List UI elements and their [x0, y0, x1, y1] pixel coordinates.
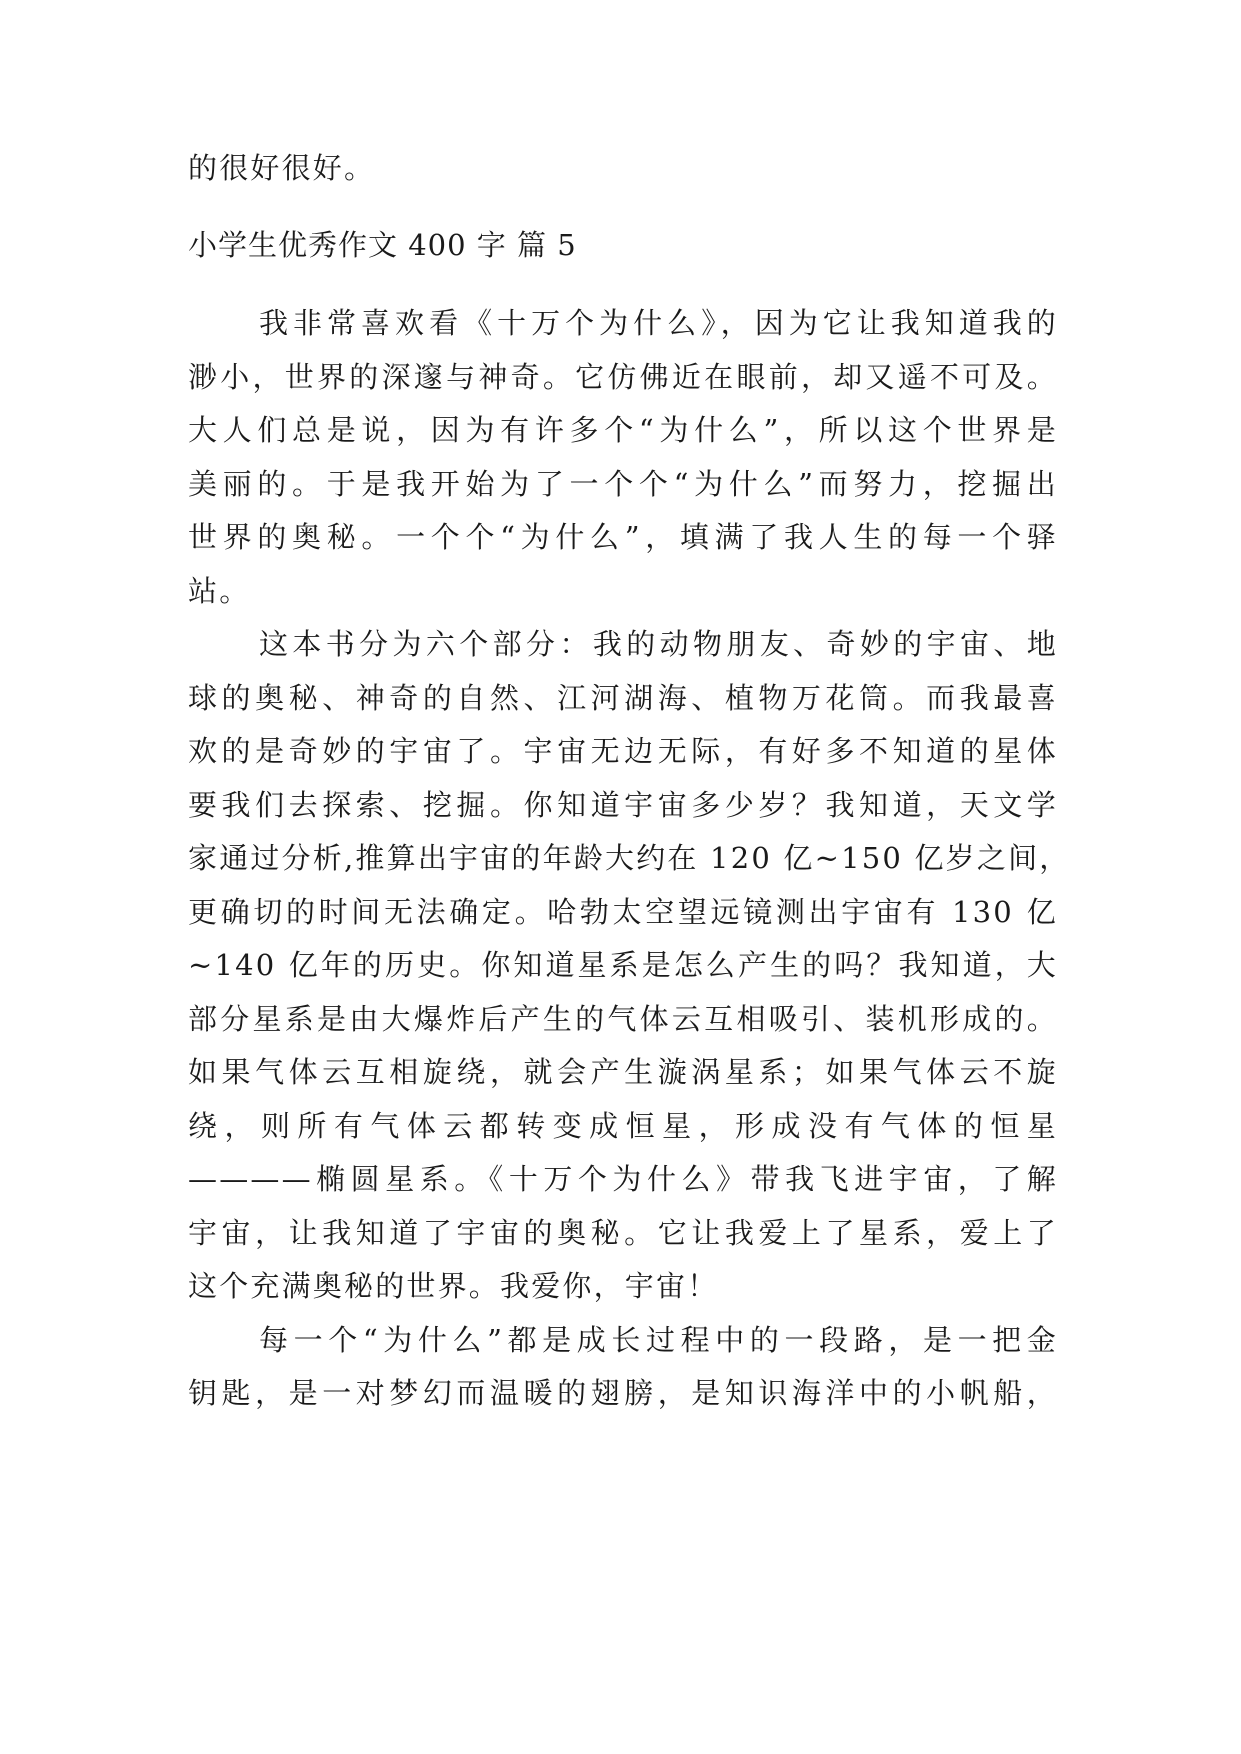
text-line: 世界的奥秘。一个个“为什么”，填满了我人生的每一个驿 [188, 520, 1058, 554]
text-line: 要我们去探索、挖掘。你知道宇宙多少岁？我知道，天文学 [188, 788, 1058, 822]
text-line: 大人们总是说，因为有许多个“为什么”，所以这个世界是 [188, 413, 1058, 447]
text-line: 我非常喜欢看《十万个为什么》，因为它让我知道我的 [259, 306, 1058, 340]
text-line: ————椭圆星系。《十万个为什么》带我飞进宇宙，了解 [188, 1162, 1058, 1196]
text-line: 美丽的。于是我开始为了一个个“为什么”而努力，挖掘出 [188, 467, 1058, 501]
text-line: 欢的是奇妙的宇宙了。宇宙无边无际，有好多不知道的星体 [188, 734, 1058, 768]
text-line: 宇宙，让我知道了宇宙的奥秘。它让我爱上了星系，爱上了 [188, 1216, 1058, 1250]
previous-paragraph-tail: 的很好很好。 [188, 151, 376, 185]
text-line: 渺小，世界的深邃与神奇。它仿佛近在眼前，却又遥不可及。 [188, 360, 1058, 394]
text-line: 这本书分为六个部分：我的动物朋友、奇妙的宇宙、地 [259, 627, 1058, 661]
text-line: 如果气体云互相旋绕，就会产生漩涡星系；如果气体云不旋 [188, 1055, 1058, 1089]
text-line: ~140 亿年的历史。你知道星系是怎么产生的吗？我知道，大 [188, 948, 1058, 982]
text-line: 钥匙，是一对梦幻而温暖的翅膀，是知识海洋中的小帆船， [188, 1376, 1058, 1410]
text-line: 更确切的时间无法确定。哈勃太空望远镜测出宇宙有 130 亿 [188, 895, 1058, 929]
document-page [188, 0, 1071, 1754]
text-line: 绕，则所有气体云都转变成恒星，形成没有气体的恒星 [188, 1109, 1058, 1143]
text-line: 每一个“为什么”都是成长过程中的一段路，是一把金 [259, 1323, 1058, 1357]
text-line: 部分星系是由大爆炸后产生的气体云互相吸引、装机形成的。 [188, 1002, 1058, 1036]
text-line: 球的奥秘、神奇的自然、江河湖海、植物万花筒。而我最喜 [188, 681, 1058, 715]
text-line: 站。 [188, 574, 251, 608]
text-line: 家通过分析,推算出宇宙的年龄大约在 120 亿~150 亿岁之间， [188, 841, 1071, 875]
section-title: 小学生优秀作文 400 字 篇 5 [188, 228, 577, 262]
text-line: 这个充满奥秘的世界。我爱你，宇宙！ [188, 1269, 719, 1303]
